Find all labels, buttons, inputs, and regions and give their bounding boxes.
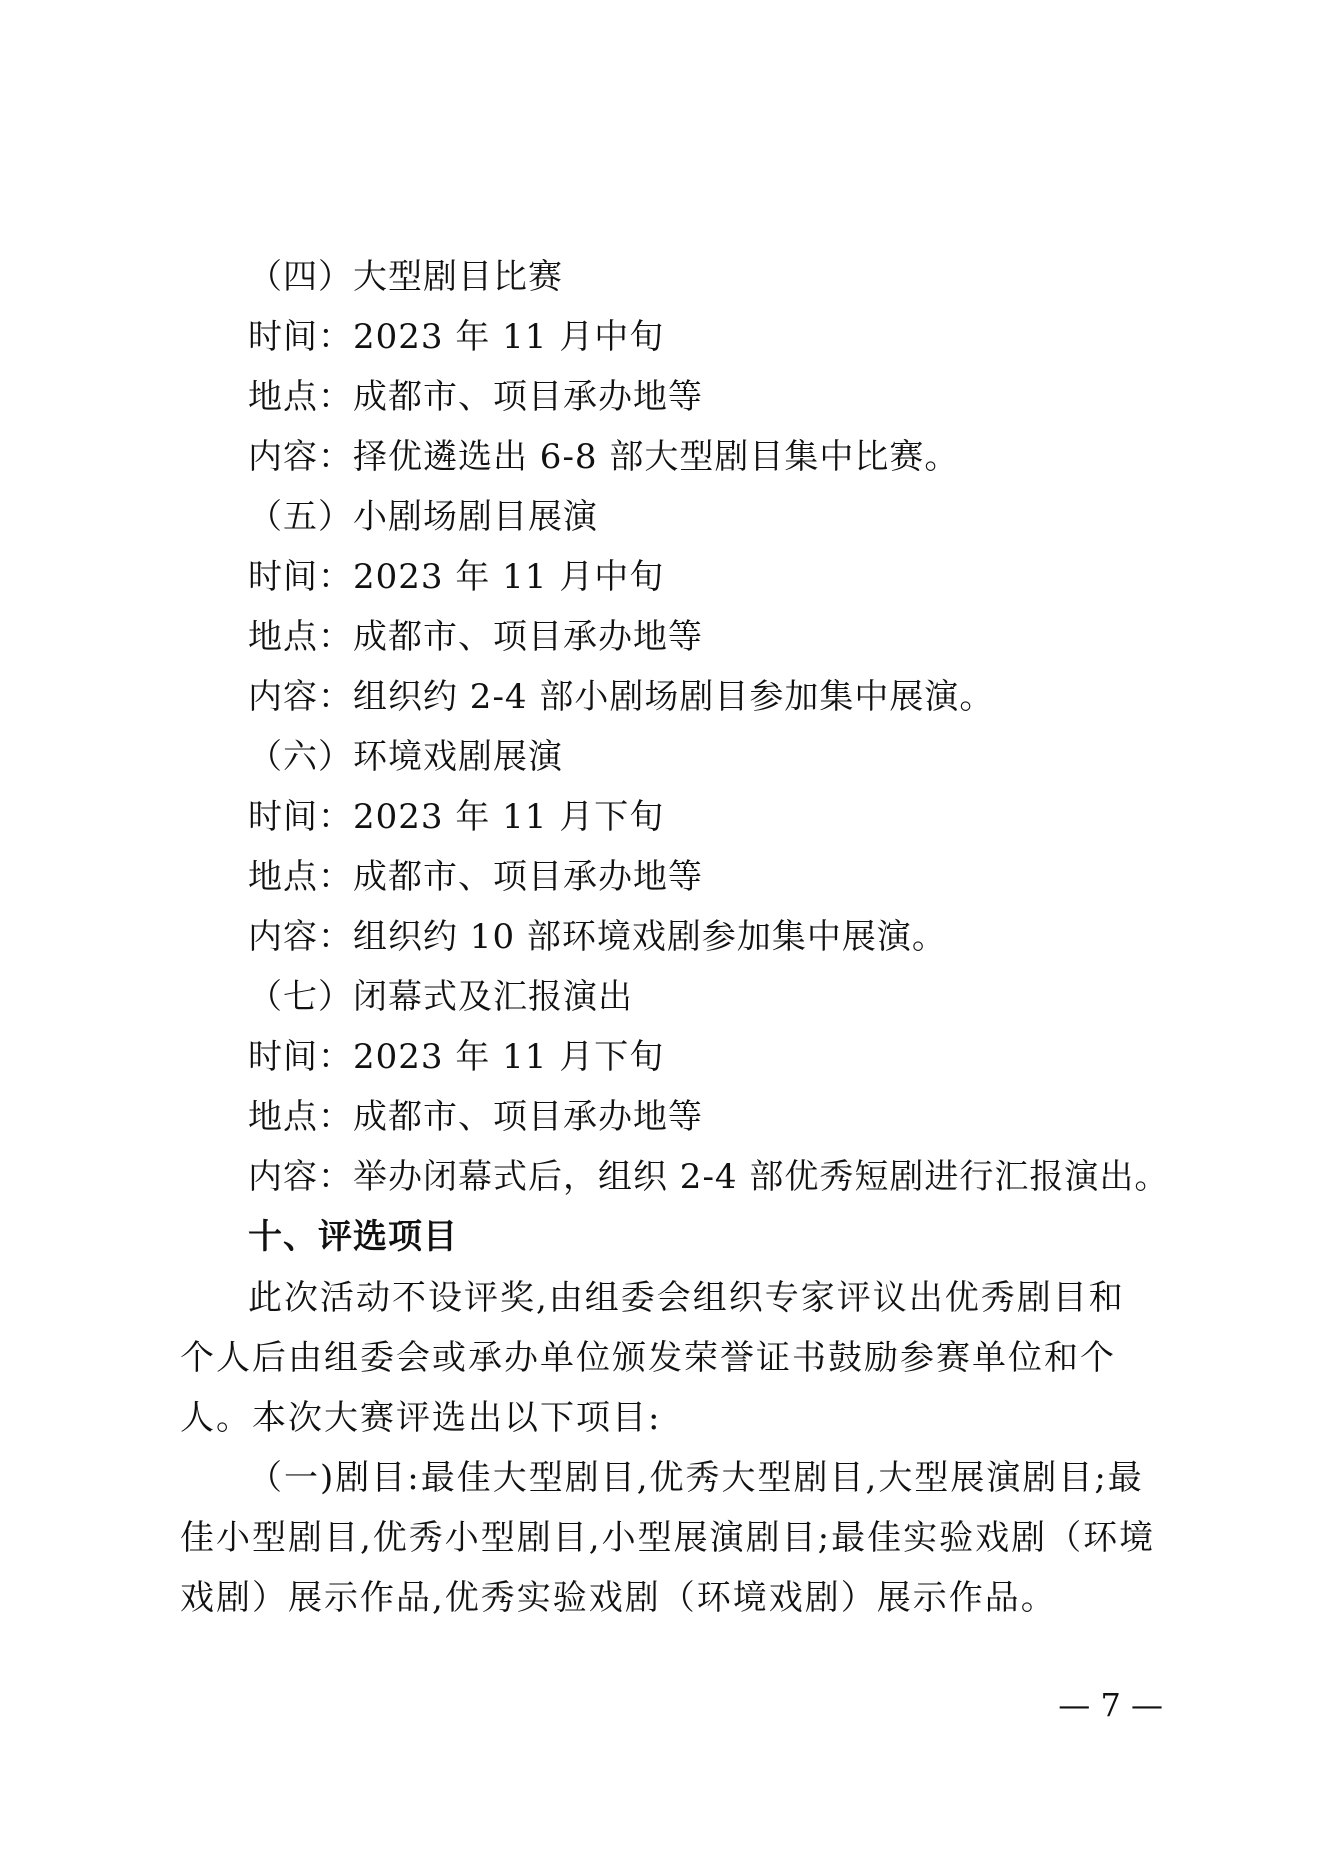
section-four-time: 时间：2023 年 11 月中旬: [248, 317, 665, 357]
section-six-heading: （六）环境戏剧展演: [248, 737, 563, 777]
section-seven-heading: （七）闭幕式及汇报演出: [248, 977, 633, 1017]
section-five-heading: （五）小剧场剧目展演: [248, 497, 598, 537]
selection-heading: 十、评选项目: [248, 1217, 458, 1257]
section-seven-time: 时间：2023 年 11 月下旬: [248, 1037, 665, 1077]
selection-intro-paragraph: 此次活动不设评奖,由组委会组织专家评议出优秀剧目和个人后由组委会或承办单位颁发荣誉证书鼓励参赛单位和个人。本次大赛评选出以下项目:: [180, 1278, 1125, 1438]
section-five-content: 内容：组织约 2-4 部小剧场剧目参加集中展演。: [248, 677, 995, 717]
section-five-time: 时间：2023 年 11 月中旬: [248, 557, 665, 597]
page-number: — 7 —: [1058, 1686, 1163, 1724]
section-six-place: 地点：成都市、项目承办地等: [248, 857, 703, 897]
section-four-place: 地点：成都市、项目承办地等: [248, 377, 703, 417]
section-four-content: 内容：择优遴选出 6-8 部大型剧目集中比赛。: [248, 437, 960, 477]
section-six-content: 内容：组织约 10 部环境戏剧参加集中展演。: [248, 917, 947, 957]
section-seven-content: 内容：举办闭幕式后，组织 2-4 部优秀短剧进行汇报演出。: [248, 1157, 1170, 1197]
section-six-time: 时间：2023 年 11 月下旬: [248, 797, 665, 837]
section-four-heading: （四）大型剧目比赛: [248, 257, 563, 297]
selection-item-one-paragraph: （一)剧目:最佳大型剧目,优秀大型剧目,大型展演剧目;最佳小型剧目,优秀小型剧目,小型展演剧目;最佳实验戏剧（环境戏剧）展示作品,优秀实验戏剧（环境戏剧）展示作品。: [180, 1458, 1156, 1618]
section-five-place: 地点：成都市、项目承办地等: [248, 617, 703, 657]
section-seven-place: 地点：成都市、项目承办地等: [248, 1097, 703, 1137]
